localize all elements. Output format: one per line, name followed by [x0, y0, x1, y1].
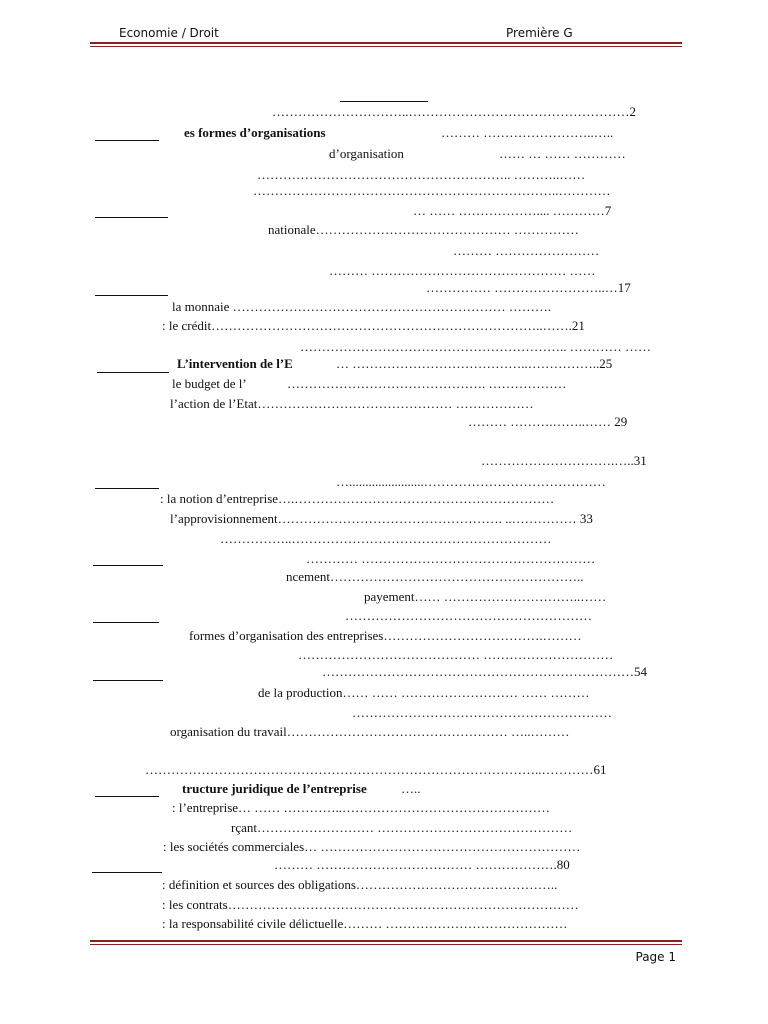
- toc-line: ……………………………………………………: [352, 705, 612, 720]
- toc-line: …………………………………………………: [345, 608, 592, 623]
- toc-line: nationale……………………………………… ……………: [268, 222, 579, 237]
- toc-line: l’approvisionnement……………………………………………. ..…………… 33: [170, 511, 593, 526]
- toc-line: …..: [401, 781, 421, 796]
- title-underline: [340, 101, 428, 102]
- toc-line: …………………………………… …………………………: [298, 647, 614, 662]
- toc-line: L’intervention de l’E: [177, 356, 293, 371]
- toc-line: ………………………………………………………………54: [322, 664, 647, 679]
- toc-line: ……… ……………………..…..: [441, 125, 614, 140]
- footer-rule-thin: [90, 944, 682, 945]
- part-underline: [95, 140, 159, 141]
- toc-line: l’action de l’Etat……………………………………… ………………: [170, 396, 534, 411]
- toc-line: : la responsabilité civile délictuelle……… ……………………………………: [162, 916, 568, 931]
- header-class: Première G: [506, 26, 573, 40]
- toc-line: : les sociétés commerciales… ……………………………………………………: [163, 839, 581, 854]
- part-underline: [93, 565, 163, 566]
- part-underline: [92, 872, 162, 873]
- header-rule-thin: [90, 46, 682, 47]
- part-underline: [93, 680, 163, 681]
- toc-line: rçant……………………… ………………………………………: [231, 820, 573, 835]
- toc-line: ……………..……………………………………………………: [220, 531, 552, 546]
- part-underline: [95, 488, 159, 489]
- part-underline: [97, 372, 169, 373]
- part-underline: [93, 622, 159, 623]
- toc-line: tructure juridique de l’entreprise: [182, 781, 367, 796]
- toc-line: : les contrats………………………………………………………………………: [162, 897, 579, 912]
- toc-line: de la production…… …… ……………………… …… ………: [258, 685, 590, 700]
- part-underline: [95, 796, 159, 797]
- toc-line: ncement…………………………………………………..: [286, 569, 584, 584]
- toc-line: ………………………………………. ………………: [287, 376, 567, 391]
- toc-line: … …………………………………..……………..25: [336, 356, 613, 371]
- part-underline: [95, 295, 168, 296]
- toc-line: ………………………………………………………………………………..…………61: [145, 762, 607, 777]
- toc-line: la monnaie ……………………………………………………… ……….: [172, 299, 552, 314]
- toc-line: ……… ……………………: [453, 243, 600, 258]
- toc-line: formes d’organisation des entreprises……………………………….………: [189, 628, 582, 643]
- toc-line: ……… ……………………………… ……………….80: [274, 857, 570, 872]
- footer-rule: [90, 940, 682, 942]
- toc-line: ….......................……………………………………: [336, 474, 606, 489]
- toc-line: … …… ……………….... …………7: [413, 203, 612, 218]
- toc-line: ………………………….…..31: [481, 453, 647, 468]
- toc-line: ………………………………………………….. ………..……: [257, 167, 586, 182]
- toc-line: le budget de l’: [172, 376, 247, 391]
- toc-line: ………… ………………………………………………: [306, 551, 596, 566]
- toc-line: …… … …… …………: [499, 146, 626, 161]
- toc-line: …………………………..……………………………………………2: [272, 104, 636, 119]
- header-rule: [90, 42, 682, 44]
- page-number: Page 1: [635, 950, 676, 964]
- toc-line: : le crédit…………………………………………………………………..…….21: [162, 318, 585, 333]
- part-underline: [95, 217, 168, 218]
- toc-line: ……… ……………………………………… ……: [329, 263, 596, 278]
- toc-line: ……… ……….……..…… 29: [468, 414, 628, 429]
- toc-line: : la notion d’entreprise….……………………………………………………: [160, 491, 555, 506]
- toc-line: …………………………………………………….. ………… ……: [300, 339, 651, 354]
- toc-line: : l’entreprise… …… …………..…………………………………………: [172, 800, 551, 815]
- toc-line: : définition et sources des obligations………………………………………..: [162, 877, 558, 892]
- toc-line: payement…… …………………………..……: [364, 589, 607, 604]
- header-subject: Economie / Droit: [119, 26, 219, 40]
- toc-line: d’organisation: [329, 146, 404, 161]
- toc-line: organisation du travail…………………………………………… …..………: [170, 724, 570, 739]
- toc-line: …………… ……………………..…17: [426, 280, 631, 295]
- toc-line: es formes d’organisations: [184, 125, 326, 140]
- toc-line: ……………………………………………………………..…………: [253, 183, 611, 198]
